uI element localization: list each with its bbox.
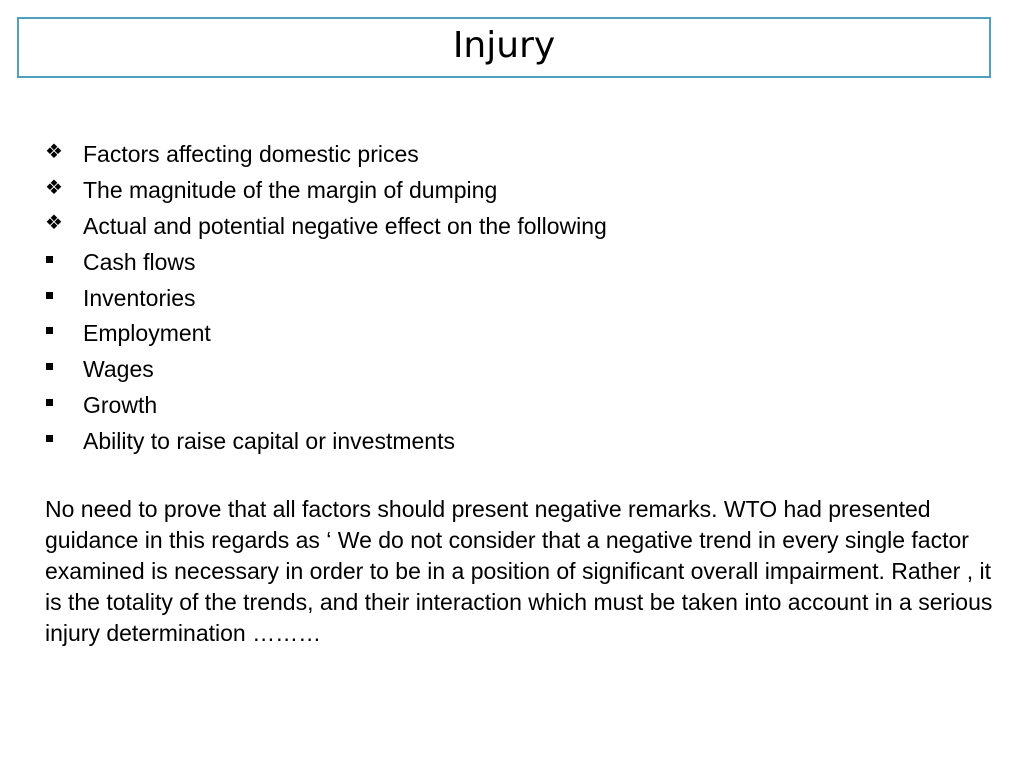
bullet-text: Employment xyxy=(83,320,211,347)
square-bullet-icon xyxy=(45,388,75,424)
body-paragraph: No need to prove that all factors should present negative remarks. WTO had presented guidance in this regards as ‘ We do not consider that a negative trend in every single factor examined is necessary in order to be in a position of significant overall impairment. Rather , it is the totality of the trends, and their interaction which must be taken into account in a serious injury determination ……… xyxy=(45,496,993,646)
square-bullet-icon xyxy=(45,352,75,388)
bullet-list xyxy=(45,137,985,459)
bullet-text: Wages xyxy=(83,356,154,383)
bullet-item xyxy=(45,352,985,388)
bullet-text: Growth xyxy=(83,391,158,418)
bullet-item xyxy=(45,137,985,173)
bullet-text: Cash flows xyxy=(83,248,196,275)
bullet-item xyxy=(45,209,985,245)
slide-title: Injury xyxy=(452,24,556,66)
title-box xyxy=(17,17,991,78)
square-bullet-icon xyxy=(45,280,75,316)
diamond-bullet-icon: ❖ xyxy=(45,210,63,235)
bullet-item xyxy=(45,423,985,459)
bullet-item xyxy=(45,280,985,316)
bullet-text: Ability to raise capital or investments xyxy=(83,427,455,454)
square-bullet-icon xyxy=(45,423,75,459)
bullet-text: The magnitude of the margin of dumping xyxy=(83,177,498,204)
square-bullet-icon xyxy=(45,316,75,352)
bullet-item xyxy=(45,388,985,424)
bullet-text: Factors affecting domestic prices xyxy=(83,141,419,168)
diamond-bullet-icon: ❖ xyxy=(45,174,63,199)
bullet-text: Inventories xyxy=(83,284,196,311)
bullet-item xyxy=(45,316,985,352)
diamond-bullet-icon: ❖ xyxy=(45,138,63,163)
square-bullet-icon xyxy=(45,244,75,280)
bullet-item xyxy=(45,244,985,280)
bullet-item xyxy=(45,173,985,209)
bullet-text: Actual and potential negative effect on the following xyxy=(83,212,607,239)
